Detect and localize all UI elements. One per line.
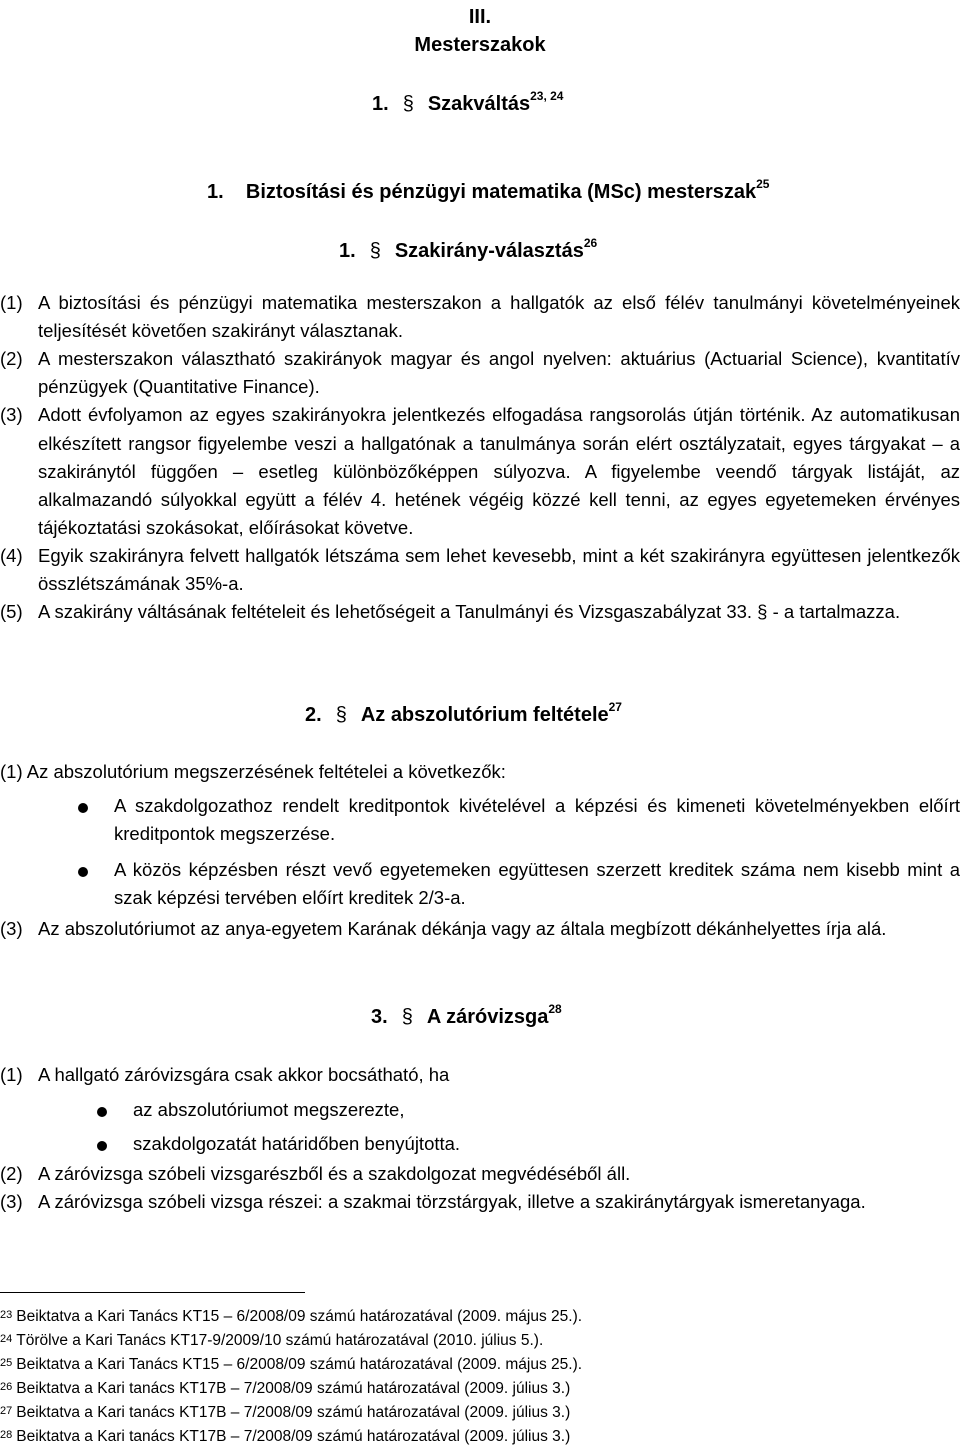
- footnote-text: Beiktatva a Kari Tanács KT15 – 6/2008/09 számú határozatával (2009. május 25.).: [16, 1308, 583, 1325]
- footnote-ref: 23, 24: [530, 89, 564, 103]
- paragraph-sign: §: [402, 93, 414, 115]
- footnote-text: Beiktatva a Kari tanács KT17B – 7/2008/09 számú határozatával (2009. július 3.): [16, 1404, 571, 1421]
- paragraph-text: Egyik szakirányra felvett hallgatók létszáma sem lehet kevesebb, mint a két szakirányra együttesen jelentkezők összlétszámának 35%-a.: [38, 544, 960, 595]
- chapter-title: Mesterszakok: [414, 34, 546, 56]
- paragraph-text: A biztosítási és pénzügyi matematika mesterszakon a hallgatók az első félév tanulmányi követelményeinek teljesítését követően szakirányt választanak.: [38, 292, 960, 342]
- paragraph: [0, 345, 960, 401]
- footnote: [0, 1332, 543, 1351]
- list-item-text: szakdolgozatát határidőben benyújtotta.: [133, 1133, 461, 1154]
- footnote-number: 24: [0, 1333, 13, 1345]
- footnote-number: 28: [0, 1429, 13, 1441]
- footnote: [0, 1356, 582, 1375]
- footnote-text: Beiktatva a Kari Tanács KT15 – 6/2008/09 számú határozatával (2009. május 25.).: [16, 1356, 583, 1373]
- paragraph: [0, 598, 960, 626]
- paragraph-text: A hallgató záróvizsgára csak akkor bocsátható, ha: [38, 1064, 450, 1085]
- footnote-text: Beiktatva a Kari tanács KT17B – 7/2008/09 számú határozatával (2009. július 3.): [16, 1380, 571, 1397]
- paragraph: [0, 1160, 960, 1188]
- subsection-number: 1.: [339, 240, 356, 262]
- subsection-title: Az abszolutórium feltétele: [360, 704, 609, 726]
- paragraph-number: (1): [0, 292, 23, 313]
- paragraph: [0, 1061, 960, 1089]
- paragraph-number: (2): [0, 1163, 23, 1184]
- paragraph-sign: §: [335, 704, 347, 726]
- paragraph-number: (4): [0, 544, 23, 566]
- footnote-ref: 26: [583, 236, 598, 250]
- bullet-icon: [78, 803, 88, 813]
- bullet-icon: [78, 867, 88, 877]
- section-number: 1.: [372, 93, 389, 115]
- list-item-text: az abszolutóriumot megszerezte,: [133, 1099, 405, 1120]
- footnote-ref: 27: [608, 700, 622, 714]
- paragraph-number: (1): [0, 761, 23, 782]
- paragraph: [0, 542, 960, 598]
- footnote-ref: 28: [548, 1002, 562, 1016]
- bullet-icon: [97, 1107, 107, 1117]
- paragraph: [0, 289, 960, 345]
- footnote-number: 23: [0, 1309, 13, 1321]
- paragraph-row: [0, 915, 960, 943]
- paragraph-text: A mesterszakon választható szakirányok magyar és angol nyelven: aktuárius (Actuarial Science), kvantitatív pénzügyek (Quantitative Finance).: [38, 348, 960, 398]
- paragraph-text: Adott évfolyamon az egyes szakirányokra jelentkezés elfogadása rangsorolás útján történik. Az automatikusan elkészített rangsor figyelembe veszi a hallgatónak a tanulmánya során elért osztályzatait, egyes tárgyakat – a szakiránytól függően – esetleg különbözőképpen súlyozva. A figyelembe veendő tárgyak listáját, az alkalmazandó súlyokkal együtt a félév 4. hetének végéig közzé kell tenni, az egyes egyetemeken érvényes tájékoztatási szokásokat, előírásokat követve.: [38, 404, 960, 538]
- subsection-title: Szakirány-választás: [394, 240, 584, 262]
- footnote-number: 26: [0, 1381, 13, 1393]
- paragraph-sign: §: [369, 240, 381, 262]
- paragraph-text: A záróvizsga szóbeli vizsga részei: a szakmai törzstárgyak, illetve a szakiránytárgyak ismeretanyaga.: [38, 1191, 866, 1213]
- footnote-text: Törölve a Kari Tanács KT17-9/2009/10 számú határozatával (2010. július 5.).: [16, 1332, 544, 1349]
- paragraph-row: [0, 1061, 960, 1089]
- footnote: [0, 1308, 582, 1327]
- paragraph-number: (1): [0, 1064, 23, 1085]
- paragraph-text: Az abszolutóriumot az anya-egyetem Karának dékánja vagy az általa megbízott dékánhelyettes írja alá.: [38, 918, 887, 939]
- paragraph-text: A záróvizsga szóbeli vizsgarészből és a szakdolgozat megvédéséből áll.: [38, 1163, 631, 1184]
- paragraph: [0, 1188, 960, 1216]
- paragraph-text: Az abszolutórium megszerzésének feltételei a következők:: [26, 761, 506, 782]
- footnote: [0, 1404, 570, 1423]
- footnote-number: 27: [0, 1405, 13, 1417]
- subsection-heading-szakirany: [339, 236, 597, 266]
- paragraph: [0, 915, 960, 943]
- section-heading-szakvaltas: [372, 89, 563, 119]
- subsection3-body: [0, 1160, 960, 1216]
- footnote: [0, 1380, 570, 1399]
- paragraph-number: (3): [0, 404, 23, 426]
- subsection-number: 2.: [305, 704, 322, 726]
- paragraph-number: (2): [0, 348, 23, 370]
- paragraph-number: (5): [0, 601, 23, 623]
- subsection-heading-zarovizsga: [371, 1002, 562, 1032]
- program-title: Biztosítási és pénzügyi matematika (MSc) mesterszak: [245, 181, 757, 203]
- subsection-title: A záróvizsga: [426, 1006, 549, 1028]
- chapter-number: III.: [468, 6, 492, 28]
- paragraph-number: (3): [0, 1191, 23, 1213]
- section-title: Szakváltás: [427, 93, 531, 115]
- subsection-number: 3.: [371, 1006, 388, 1028]
- paragraph-text: A szakirány váltásának feltételeit és lehetőségeit a Tanulmányi és Vizsgaszabályzat 33. § - a tartalmazza.: [38, 601, 901, 623]
- program-heading: [207, 177, 769, 207]
- subsection1-body: [0, 289, 960, 626]
- footnote: [0, 1428, 570, 1447]
- list-item-text: A közös képzésben részt vevő egyetemeken együttesen szerzett kreditek száma nem kisebb mint a szak képzési tervében előírt kreditek 2/3-a.: [114, 859, 960, 909]
- subsection-heading-abszolutorium: [305, 700, 622, 730]
- footnote-separator: [0, 1292, 305, 1293]
- paragraph-number: (3): [0, 918, 23, 939]
- paragraph-sign: §: [401, 1006, 413, 1028]
- list-item-text: A szakdolgozathoz rendelt kreditpontok kivételével a képzési és kimeneti követelményekben előírt kreditpontok megszerzése.: [114, 795, 960, 845]
- paragraph: [0, 401, 960, 542]
- footnote-text: Beiktatva a Kari tanács KT17B – 7/2008/09 számú határozatával (2009. július 3.): [16, 1428, 571, 1445]
- paragraph: [0, 758, 960, 786]
- footnote-ref: 25: [756, 177, 770, 191]
- bullet-icon: [97, 1141, 107, 1151]
- footnote-number: 25: [0, 1357, 13, 1369]
- program-number: 1.: [207, 181, 224, 203]
